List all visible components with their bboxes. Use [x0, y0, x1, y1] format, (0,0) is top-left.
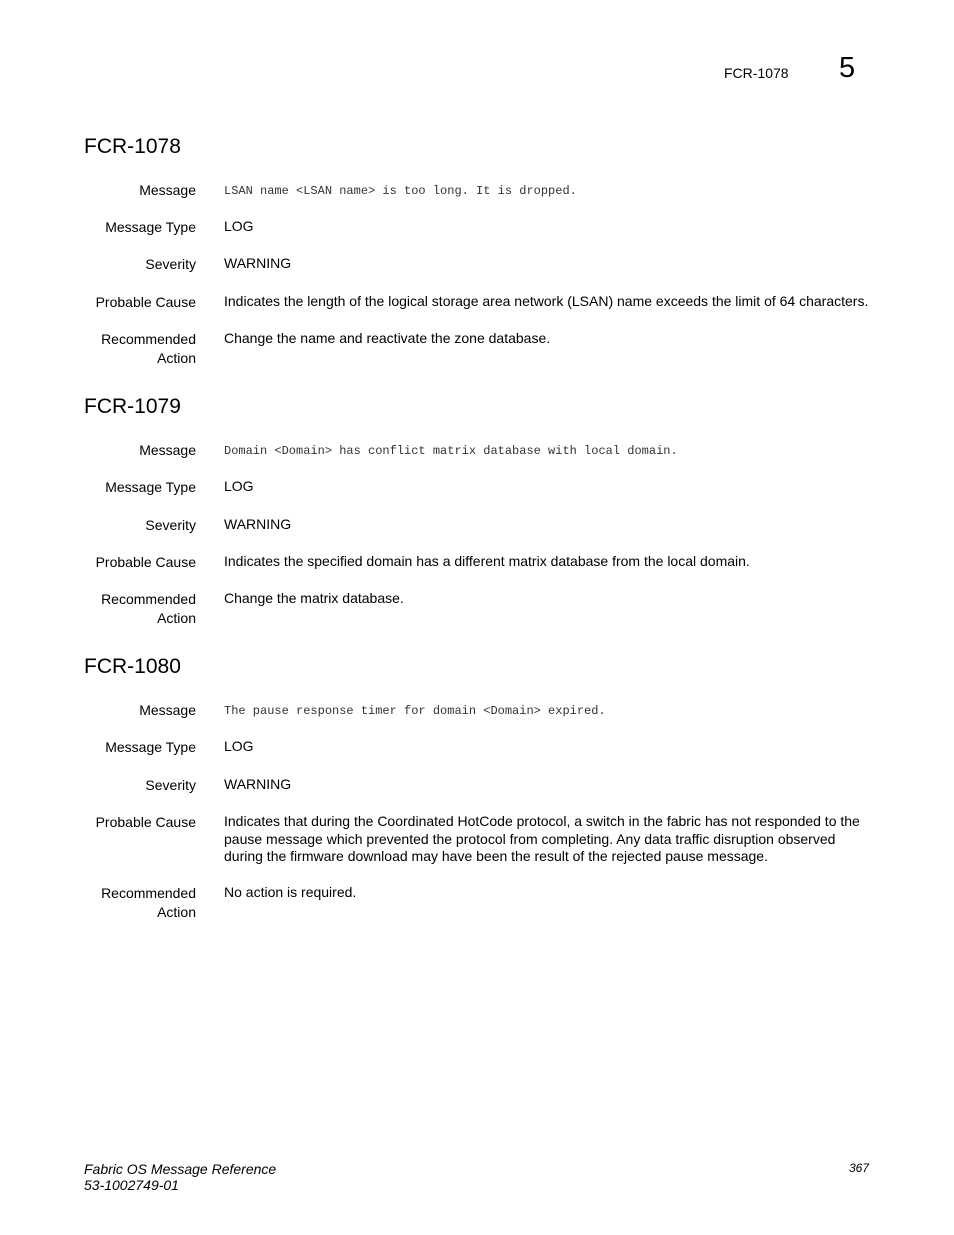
chapter-number: 5	[839, 52, 856, 84]
footer-book-title: Fabric OS Message Reference	[84, 1161, 277, 1177]
message-text: The pause response timer for domain <Domain> expired.	[224, 704, 606, 718]
message-type-value: LOG	[224, 218, 254, 234]
severity-label: Severity	[145, 777, 196, 793]
running-header-code: FCR-1078	[724, 65, 789, 81]
probable-cause-label: Probable Cause	[95, 554, 196, 570]
message-type-label: Message Type	[105, 219, 196, 235]
recommended-action-label	[56, 884, 196, 922]
recommended-action-value: No action is required.	[224, 884, 357, 900]
footer-page-number: 367	[849, 1161, 870, 1175]
probable-cause-label: Probable Cause	[95, 294, 196, 310]
probable-cause-label: Probable Cause	[95, 814, 196, 830]
severity-label: Severity	[145, 517, 196, 533]
recommended-action-label	[56, 330, 196, 368]
section-title: FCR-1079	[84, 395, 181, 418]
label-line: Action	[157, 350, 196, 366]
message-text: Domain <Domain> has conflict matrix database with local domain.	[224, 444, 678, 458]
label-line: Recommended	[101, 331, 196, 347]
message-text: LSAN name <LSAN name> is too long. It is dropped.	[224, 184, 577, 198]
label-line: Recommended	[101, 591, 196, 607]
section-title: FCR-1080	[84, 655, 181, 678]
label-line: Action	[157, 904, 196, 920]
label-line: Action	[157, 610, 196, 626]
probable-cause-line: Indicates that during the Coordinated HotCode protocol, a switch in the fabric has not responded to the	[224, 813, 860, 829]
severity-value: WARNING	[224, 776, 292, 792]
message-label: Message	[139, 702, 196, 718]
section-title: FCR-1078	[84, 135, 181, 158]
message-type-value: LOG	[224, 738, 254, 754]
footer-doc-number: 53-1002749-01	[84, 1177, 179, 1193]
severity-label: Severity	[145, 256, 196, 272]
recommended-action-label	[56, 590, 196, 628]
severity-value: WARNING	[224, 516, 292, 532]
probable-cause-value: Indicates the specified domain has a different matrix database from the local domain.	[224, 553, 750, 569]
message-label: Message	[139, 442, 196, 458]
probable-cause-value	[224, 813, 872, 866]
recommended-action-value: Change the name and reactivate the zone database.	[224, 330, 551, 346]
message-type-value: LOG	[224, 478, 254, 494]
probable-cause-value: Indicates the length of the logical storage area network (LSAN) name exceeds the limit of 64 characters.	[224, 293, 869, 309]
message-type-label: Message Type	[105, 739, 196, 755]
label-line: Recommended	[101, 885, 196, 901]
message-label: Message	[139, 182, 196, 198]
severity-value: WARNING	[224, 255, 292, 271]
probable-cause-line: during the firmware download may have been the result of the rejected pause message.	[224, 848, 768, 864]
message-type-label: Message Type	[105, 479, 196, 495]
recommended-action-value: Change the matrix database.	[224, 590, 404, 606]
probable-cause-line: pause message which prevented the protocol from completing. Any data traffic disruption observed	[224, 830, 836, 847]
